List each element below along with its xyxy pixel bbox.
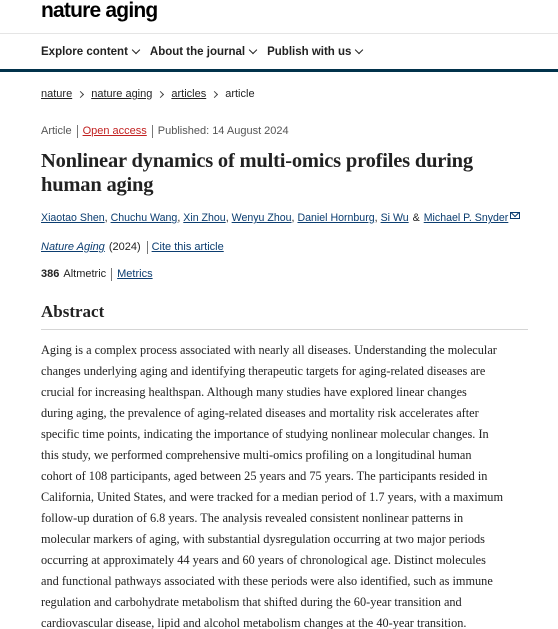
abstract-text [0, 340, 558, 629]
author-link[interactable]: Si Wu [380, 212, 409, 224]
chevron-down-icon [132, 46, 140, 54]
abstract-line: specific time points, indicating the importance of studying nonlinear molecular changes. In [41, 427, 489, 441]
author-separator: , [374, 212, 378, 224]
author-separator: , [225, 212, 229, 224]
published-date: Published: 14 August 2024 [157, 125, 289, 137]
chevron-down-icon [249, 46, 257, 54]
breadcrumb-nature-aging[interactable]: nature aging [91, 88, 153, 100]
open-access-link[interactable]: Open access [82, 125, 147, 137]
breadcrumb-current: article [225, 88, 255, 100]
breadcrumb [0, 87, 558, 101]
nav-about-journal[interactable] [150, 46, 256, 58]
abstract-heading: Abstract [41, 302, 528, 330]
abstract-line: molecular markers of aging, with substantial dysregulation occurring at two major periods [41, 532, 485, 546]
author-separator: , [291, 212, 295, 224]
cite-article-link[interactable]: Cite this article [151, 241, 224, 253]
abstract-line: and functional pathways associated with these periods were also identified, such as immune [41, 574, 493, 588]
meta-divider [147, 241, 148, 254]
chevron-right-icon [77, 90, 84, 97]
abstract-line: cohort of 108 participants, aged between 25 years and 75 years. The participants resided in [41, 469, 488, 483]
abstract-line: California, United States, and were tracked for a median period of 1.7 years, with a maximum [41, 490, 504, 504]
journal-year: (2024) [108, 241, 141, 253]
masthead [0, 0, 558, 33]
breadcrumb-articles[interactable]: articles [171, 88, 207, 100]
author-link[interactable]: Xiaotao Shen [41, 212, 105, 224]
author-list [0, 211, 558, 225]
article-meta [0, 124, 558, 138]
nav-explore-content[interactable] [41, 46, 139, 58]
abstract-line: cardiovascular disease, lipid and alcohol metabolism changes at the 40-year transition. [41, 616, 467, 629]
altmetric-count: 386 [41, 268, 60, 280]
article-type: Article [41, 125, 72, 137]
nav-item-label: Explore content [41, 45, 128, 58]
nav-publish-with-us[interactable] [267, 46, 362, 58]
abstract-line: follow-up duration of 6.8 years. The analysis revealed consistent nonlinear patterns in [41, 511, 464, 525]
nav-item-label: About the journal [149, 45, 246, 58]
abstract-line: Aging is a complex process associated with nearly all diseases. Understanding the molecular [41, 343, 497, 357]
main-nav [0, 33, 558, 69]
meta-divider [77, 125, 78, 138]
breadcrumb-nature[interactable]: nature [41, 88, 73, 100]
article-title: Nonlinear dynamics of multi-omics profiles during human aging [41, 150, 473, 196]
abstract-line: this study, we performed comprehensive multi-omics profiling on a longitudinal human [41, 448, 472, 462]
journal-name-link[interactable]: Nature Aging [41, 241, 105, 253]
nav-item-label: Publish with us [267, 45, 352, 58]
chevron-right-icon [211, 90, 218, 97]
metrics-link[interactable]: Metrics [117, 268, 153, 280]
altmetric-label: Altmetric [63, 268, 107, 280]
abstract-line: regulation and carbohydrate metabolism that shifted during the 60-year transition and [41, 595, 462, 609]
author-separator: & [412, 212, 420, 224]
abstract-line: changes underlying aging and identifying therapeutic targets for aging-related diseases are [41, 364, 486, 378]
metrics-bar [0, 267, 558, 281]
journal-citation [0, 240, 558, 254]
abstract-line: occurring at approximately 44 years and 60 years of chronological age. Distinct molecules [41, 553, 486, 567]
meta-divider [152, 125, 153, 138]
envelope-icon[interactable] [510, 212, 520, 219]
meta-divider [111, 268, 112, 281]
author-link[interactable]: Wenyu Zhou [231, 212, 292, 224]
abstract-line: crucial for increasing healthspan. Although many studies have explored linear changes [41, 385, 467, 399]
author-separator: , [104, 212, 108, 224]
chevron-down-icon [355, 46, 363, 54]
author-link[interactable]: Xin Zhou [183, 212, 226, 224]
author-separator: , [177, 212, 181, 224]
abstract-line: during aging, the prevalence of aging-related diseases and mortality risk accelerates after [41, 406, 479, 420]
nav-divider [0, 69, 558, 72]
chevron-right-icon [157, 90, 164, 97]
corresponding-author-link[interactable]: Michael P. Snyder [423, 212, 509, 224]
author-link[interactable]: Chuchu Wang [110, 212, 178, 224]
journal-logo[interactable]: nature aging [41, 0, 158, 22]
author-link[interactable]: Daniel Hornburg [297, 212, 375, 224]
